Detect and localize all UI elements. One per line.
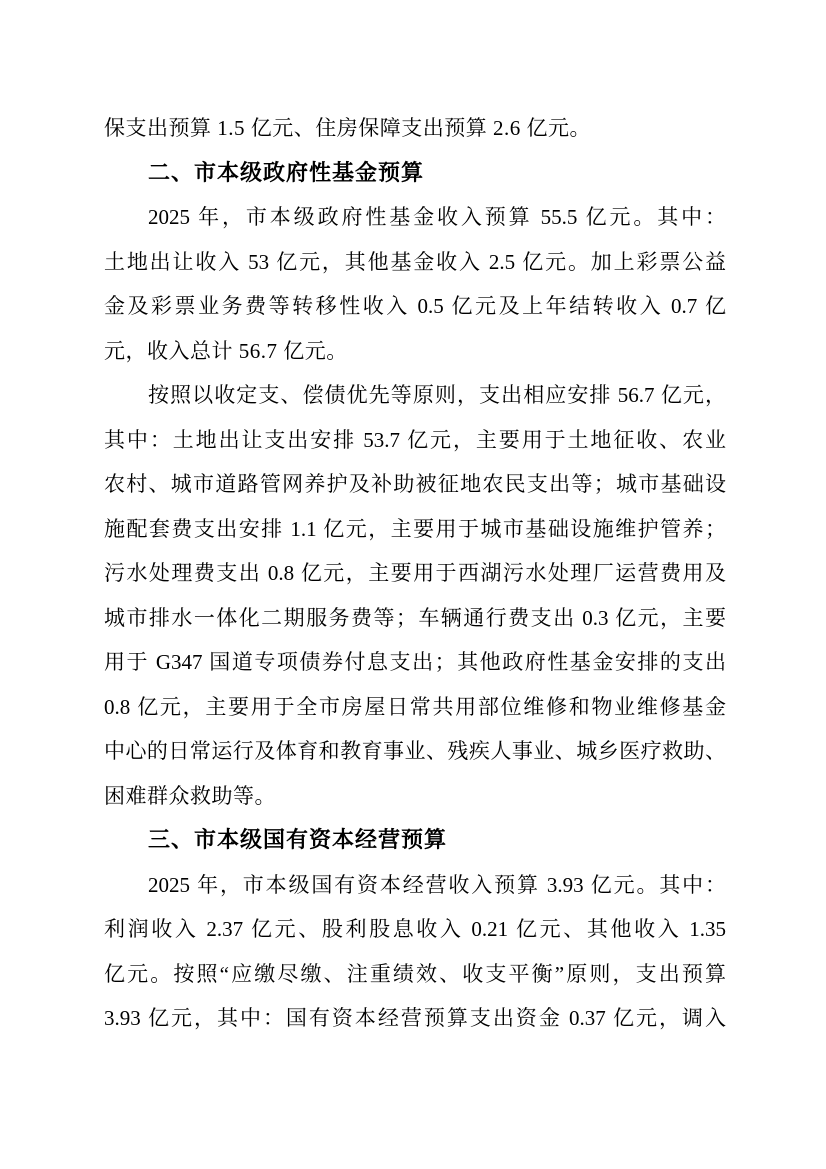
body-line: 中心的日常运行及体育和教育事业、残疾人事业、城乡医疗救助、 <box>104 739 726 763</box>
carryover-paragraph <box>104 106 726 151</box>
section-2 <box>104 151 726 819</box>
body-line: 城市排水一体化二期服务费等；车辆通行费支出 0.3 亿元，主要 <box>104 605 726 630</box>
section-3-paragraph-1 <box>104 863 726 1041</box>
section-3 <box>104 818 726 1041</box>
body-line: 其中：土地出让支出安排 53.7 亿元，主要用于土地征收、农业 <box>104 427 726 452</box>
body-line: 农村、城市道路管网养护及补助被征地农民支出等；城市基础设 <box>104 472 726 496</box>
body-line: 按照以收定支、偿债优先等原则，支出相应安排 56.7 亿元， <box>148 383 726 407</box>
body-line: 利润收入 2.37 亿元、股利股息收入 0.21 亿元、其他收入 1.35 <box>104 917 726 941</box>
document-text-block <box>104 106 726 1041</box>
body-line: 亿元。按照“应缴尽缴、注重绩效、收支平衡”原则，支出预算 <box>104 961 726 986</box>
body-line: 污水处理费支出 0.8 亿元，主要用于西湖污水处理厂运营费用及 <box>104 561 726 585</box>
body-line: 金及彩票业务费等转移性收入 0.5 亿元及上年结转收入 0.7 亿 <box>104 294 726 318</box>
body-line: 2025 年，市本级国有资本经营收入预算 3.93 亿元。其中： <box>148 872 726 897</box>
body-line: 保支出预算 1.5 亿元、住房保障支出预算 2.6 亿元。 <box>104 116 591 140</box>
section-2-paragraph-1 <box>104 195 726 373</box>
body-line: 困难群众救助等。 <box>104 783 276 808</box>
body-line: 0.8 亿元，主要用于全市房屋日常共用部位维修和物业维修基金 <box>104 694 726 719</box>
body-line: 施配套费支出安排 1.1 亿元，主要用于城市基础设施维护管养； <box>104 516 726 541</box>
section-2-paragraph-2 <box>104 373 726 818</box>
body-line: 元，收入总计 56.7 亿元。 <box>104 338 348 363</box>
body-line: 2025 年，市本级政府性基金收入预算 55.5 亿元。其中： <box>148 205 726 229</box>
section-2-heading: 二、市本级政府性基金预算 <box>148 159 425 185</box>
section-3-heading: 三、市本级国有资本经营预算 <box>148 827 448 852</box>
body-line: 用于 G347 国道专项债券付息支出；其他政府性基金安排的支出 <box>104 650 726 674</box>
body-line: 土地出让收入 53 亿元，其他基金收入 2.5 亿元。加上彩票公益 <box>104 249 726 274</box>
body-line: 3.93 亿元，其中：国有资本经营预算支出资金 0.37 亿元，调入 <box>104 1006 726 1030</box>
